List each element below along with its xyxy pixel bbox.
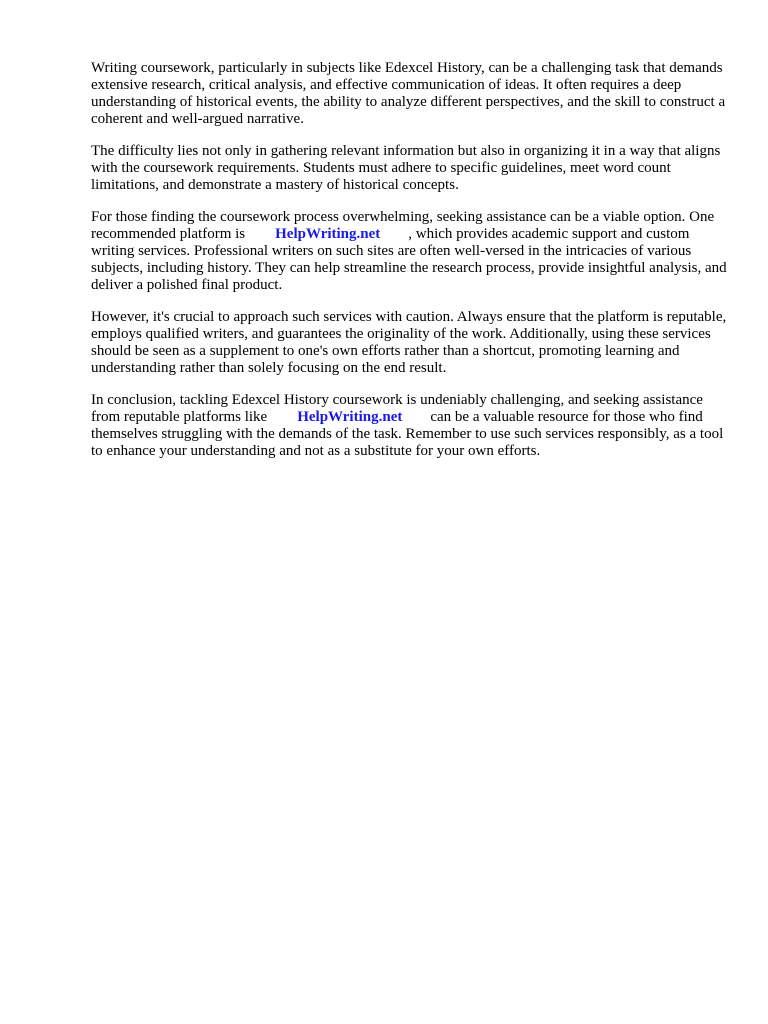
- paragraph-caution: However, it's crucial to approach such services with caution. Always ensure that the platform is reputable, employs qualified writers, and guarantees the originality of the work. Additionally, using these services should be seen as a supplement to one's own efforts rather than a shortcut, promoting learning and understanding rather than solely focusing on the end result.: [91, 309, 727, 376]
- paragraph-assistance-text-after: , which provides academic support and custom writing services. Professional writers on such sites are often well-versed in the intricacies of various subjects, including history. They can help streamline the research process, provide insightful analysis, and deliver a polished final product.: [91, 226, 727, 293]
- paragraph-conclusion-text-after: can be a valuable resource for those who find themselves struggling with the demands of the task. Remember to use such services responsibly, as a tool to enhance your understanding and not as a substitute for your own efforts.: [91, 409, 724, 459]
- paragraph-conclusion-text-before: In conclusion, tackling Edexcel History coursework is undeniably challenging, and seeking assistance from reputable platforms like: [91, 392, 703, 425]
- paragraph-assistance-text-before: For those finding the coursework process overwhelming, seeking assistance can be a viable option. One recommended platform is: [91, 209, 715, 242]
- paragraph-assistance: [91, 209, 731, 294]
- paragraph-conclusion: [91, 392, 731, 460]
- helpwriting-link[interactable]: HelpWriting.net: [275, 226, 381, 242]
- paragraph-intro: Writing coursework, particularly in subjects like Edexcel History, can be a challenging task that demands extensive research, critical analysis, and effective communication of ideas. It often requires a deep understanding of historical events, the ability to analyze different perspectives, and the skill to construct a coherent and well-argued narrative.: [91, 60, 726, 127]
- document-body: [91, 60, 731, 475]
- paragraph-difficulty: The difficulty lies not only in gathering relevant information but also in organizing it in a way that aligns with the coursework requirements. Students must adhere to specific guidelines, meet word count limitations, and demonstrate a mastery of historical concepts.: [91, 143, 721, 193]
- helpwriting-link-conclusion[interactable]: HelpWriting.net: [297, 409, 403, 425]
